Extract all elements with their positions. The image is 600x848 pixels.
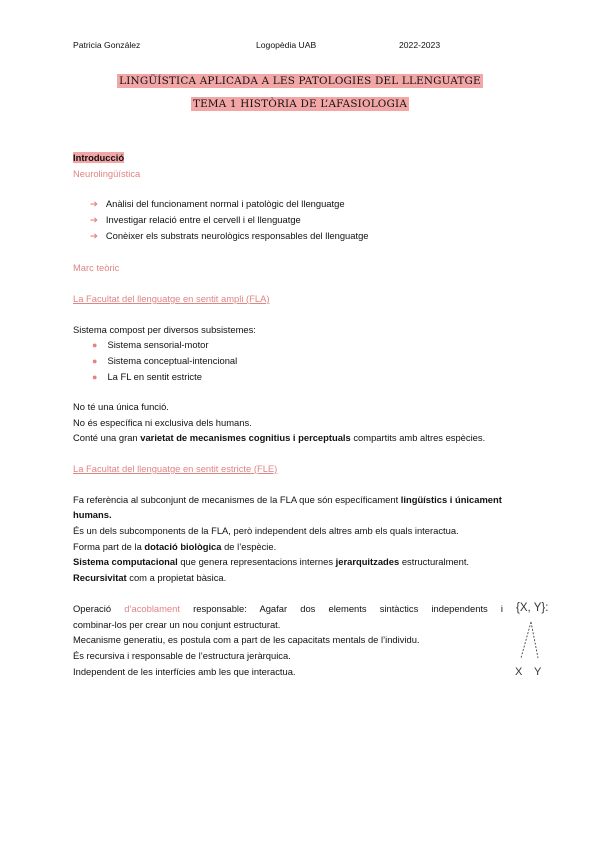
header-author: Patricia González (73, 40, 141, 50)
merge-line-1: Operació d’acoblament responsable: Agafar dos elements sintàctics independents i (73, 603, 503, 614)
arrow-icon: ➔ (90, 230, 98, 241)
fla-line-2: No és específica ni exclusiva dels humans. (73, 417, 252, 428)
fle-p1-cont: humans. (73, 509, 112, 520)
heading-marc-teoric: Marc teòric (73, 262, 120, 273)
merge-line-3: Mecanisme generatiu, es postula com a part de les capacitats mentals de l’individu. (73, 634, 420, 645)
node-y: Y (534, 666, 542, 678)
section-heading-introduccio: Introducció (73, 152, 125, 163)
list-item: ➔ Anàlisi del funcionament normal i patològic del llenguatge (90, 198, 345, 209)
merge-line-2: combinar-los per crear un nou conjunt estructurat. (73, 619, 281, 630)
header-course: Logopèdia UAB (256, 40, 317, 50)
arrow-icon: ➔ (90, 198, 98, 209)
list-item: ➔ Conèixer els substrats neurològics responsables del llenguatge (90, 230, 369, 241)
bullet-icon: ● (92, 372, 98, 382)
fla-line-3: Conté una gran varietat de mecanismes cognitius i perceptuals compartits amb altres espècies. (73, 432, 486, 443)
merge-line-4: És recursiva i responsable de l’estructura jeràrquica. (73, 650, 291, 661)
fle-p3: Forma part de la dotació biològica de l’espècie. (73, 541, 277, 552)
list-item: ● Sistema sensorial-motor (92, 339, 209, 350)
list-item: ● Sistema conceptual-intencional (92, 355, 238, 366)
list-item: ● La FL en sentit estricte (92, 371, 202, 382)
list-item: ➔ Investigar relació entre el cervell i el llenguatge (90, 214, 301, 225)
set-label: {X, Y}: (516, 602, 549, 614)
bullet-icon: ● (92, 356, 98, 366)
fla-line-1: No té una única funció. (73, 401, 169, 412)
fle-p1: Fa referència al subconjunt de mecanismes de la FLA que són específicament lingüístics i únicament (73, 494, 502, 505)
title-line-2: TEMA 1 HISTÒRIA DE L’AFASIOLOGIA (192, 98, 408, 110)
title-line-1: LINGÜÍSTICA APLICADA A LES PATOLOGIES DEL LLENGUATGE (119, 75, 481, 87)
fla-intro: Sistema compost per diversos subsistemes: (73, 324, 256, 335)
subheading-neurolinguistica: Neurolingüística (73, 168, 141, 179)
fle-p5: Recursivitat com a propietat bàsica. (73, 572, 227, 583)
bullet-icon: ● (92, 340, 98, 350)
arrow-icon: ➔ (90, 214, 98, 225)
merge-tree-diagram (510, 600, 560, 680)
header-year: 2022-2023 (399, 40, 441, 50)
node-x: X (515, 666, 523, 678)
fle-p2: És un dels subcomponents de la FLA, però independent dels altres amb els quals interactua. (73, 525, 459, 536)
fle-p4: Sistema computacional que genera representacions internes jerarquitzades estructuralment. (73, 556, 470, 567)
heading-fla: La Facultat del llenguatge en sentit ampli (FLA) (73, 293, 270, 304)
heading-fle: La Facultat del llenguatge en sentit estricte (FLE) (73, 463, 278, 474)
merge-line-5: Independent de les interfícies amb les que interactua. (73, 666, 296, 677)
